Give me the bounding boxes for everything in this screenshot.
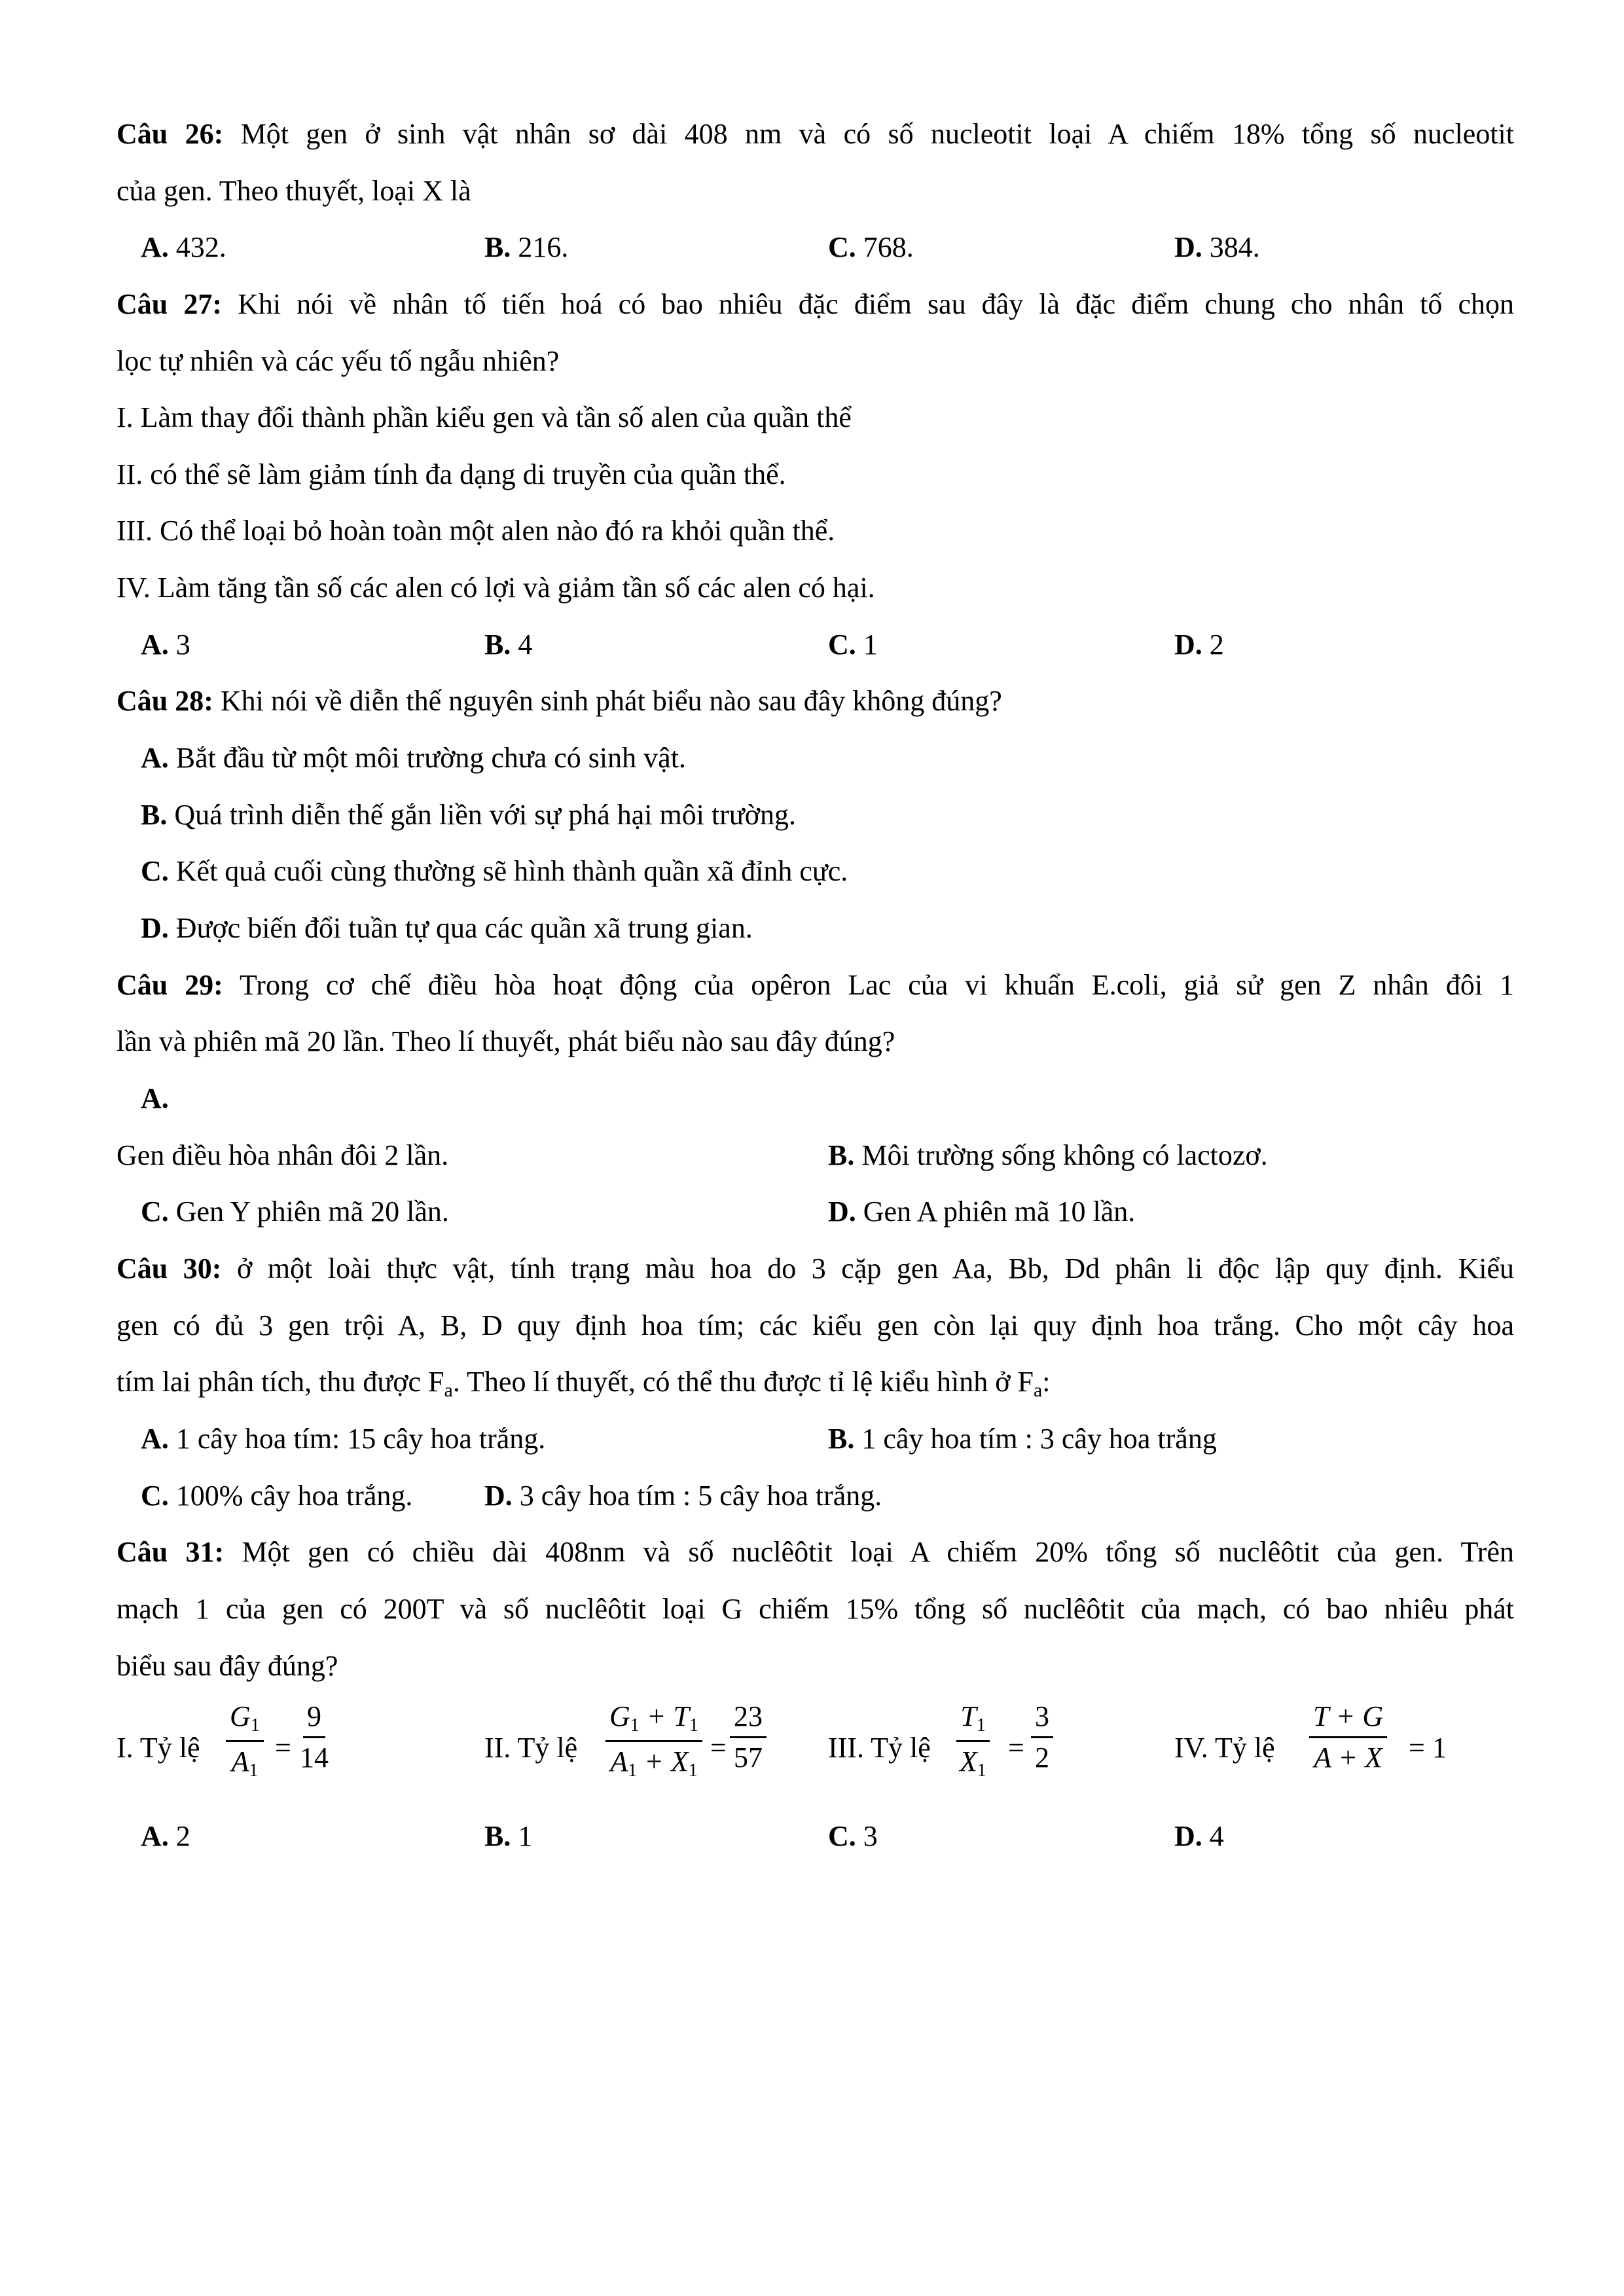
q30-option-a[interactable]: A. 1 cây hoa tím: 15 cây hoa trắng. [141, 1423, 546, 1455]
q27-statement-3: III. Có thể loại bỏ hoàn toàn một alen nào đó ra khỏi quần thể. [117, 515, 835, 547]
q30-option-b[interactable]: B. 1 cây hoa tím : 3 cây hoa trắng [828, 1423, 1217, 1455]
q31-line2: mạch 1 của gen có 200T và số nuclêôtit loại G chiếm 15% tổng số nuclêôtit của mạch, có bao nhiêu phát [117, 1593, 1514, 1625]
q31-statement-3-fraction: $\frac{T1}{X1}$ [956, 1702, 990, 1780]
q27-option-d[interactable]: D. 2 [1174, 629, 1224, 661]
q27-option-c[interactable]: C. 1 [828, 629, 878, 661]
q31-statement-2-equals: = [710, 1732, 727, 1764]
q29-option-d[interactable]: D. Gen A phiên mã 10 lần. [828, 1195, 1136, 1228]
q26-line1 [117, 115, 1514, 154]
q31-statement-2-value: $\frac{23}{57}$ [730, 1702, 767, 1772]
q31-option-a[interactable]: A. 2 [141, 1820, 190, 1852]
q29-line2: lần và phiên mã 20 lần. Theo lí thuyết, phát biểu nào sau đây đúng? [117, 1025, 895, 1057]
q28-option-d[interactable]: D. Được biến đổi tuần tự qua các quần xã trung gian. [141, 912, 753, 944]
q26-option-c[interactable]: C. 768. [828, 231, 914, 263]
q31-statement-1-value: $\frac{9}{14}$ [300, 1700, 329, 1774]
q30-line1 [117, 1249, 1514, 1288]
q27-statement-2: II. có thể sẽ làm giảm tính đa dạng di truyền của quần thể. [117, 458, 786, 490]
q31-statement-3-prefix: III. Tỷ lệ [828, 1732, 931, 1764]
q28-line1 [117, 682, 1514, 721]
q29-option-a-text[interactable]: Gen điều hòa nhân đôi 2 lần. [117, 1139, 449, 1171]
q31-statement-1-prefix: I. Tỷ lệ [117, 1732, 200, 1764]
q30-line3: tím lai phân tích, thu được $F_a$. Theo lí thuyết, có thể thu được tỉ lệ kiểu hình ở $F_a$: [117, 1366, 1051, 1401]
q28-option-c[interactable]: C. Kết quả cuối cùng thường sẽ hình thành quần xã đỉnh cực. [141, 855, 848, 887]
q26-option-a[interactable]: A. 432. [141, 231, 226, 263]
q27-statement-4: IV. Làm tăng tần số các alen có lợi và giảm tần số các alen có hại. [117, 572, 875, 604]
q29-line1 [117, 966, 1514, 1005]
q29-text: Trong cơ chế điều hòa hoạt động của opêron Lac của vi khuẩn E.coli, giả sử gen Z nhân đôi 1 [239, 969, 1514, 1001]
q26-label: Câu 26: [117, 118, 224, 150]
q30-text: ở một loài thực vật, tính trạng màu hoa do 3 cặp gen Aa, Bb, Dd phân li độc lập quy định. Kiểu [237, 1252, 1514, 1285]
q27-statement-1: I. Làm thay đổi thành phần kiểu gen và tần số alen của quần thể [117, 401, 852, 433]
q28-label: Câu 28: [117, 685, 213, 717]
q27-line1 [117, 285, 1514, 324]
q31-statement-2-fraction: $\frac{G1 + T1}{A1 + X1}$ [605, 1702, 702, 1780]
q28-option-b[interactable]: B. Quá trình diễn thế gắn liền với sự phá hại môi trường. [141, 799, 796, 831]
q30-label: Câu 30: [117, 1252, 222, 1285]
q26-option-d[interactable]: D. 384. [1174, 231, 1260, 263]
q31-statement-2-prefix: II. Tỷ lệ [484, 1732, 578, 1764]
q31-statement-4-prefix: IV. Tỷ lệ [1174, 1732, 1275, 1764]
q31-statement-3-equals: = [1008, 1732, 1024, 1764]
q29-option-a-key[interactable]: A. [141, 1082, 169, 1114]
q27-option-a[interactable]: A. 3 [141, 629, 190, 661]
q31-option-d[interactable]: D. 4 [1174, 1820, 1224, 1852]
q31-line1 [117, 1533, 1514, 1572]
q31-line3: biểu sau đây đúng? [117, 1650, 338, 1682]
q27-option-b[interactable]: B. 4 [484, 629, 533, 661]
q29-label: Câu 29: [117, 969, 223, 1001]
q29-option-b[interactable]: B. Môi trường sống không có lactozơ. [828, 1139, 1268, 1171]
q31-option-b[interactable]: B. 1 [484, 1820, 533, 1852]
q31-text: Một gen có chiều dài 408nm và số nuclêôtit loại A chiếm 20% tổng số nuclêôtit của gen. Trên [242, 1536, 1514, 1568]
q27-text: Khi nói về nhân tố tiến hoá có bao nhiêu đặc điểm sau đây là đặc điểm chung cho nhân tố chọn [238, 288, 1514, 320]
q31-statement-4-fraction: $\frac{T + G}{A + X}$ [1309, 1702, 1387, 1772]
q30-line2: gen có đủ 3 gen trội A, B, D quy định hoa tím; các kiểu gen còn lại quy định hoa trắng. Cho một cây hoa [117, 1309, 1514, 1341]
q27-line2: lọc tự nhiên và các yếu tố ngẫu nhiên? [117, 345, 560, 377]
q31-statement-3-value: $\frac{3}{2}$ [1031, 1702, 1053, 1772]
q31-option-c[interactable]: C. 3 [828, 1820, 878, 1852]
q31-label: Câu 31: [117, 1536, 225, 1568]
q26-option-b[interactable]: B. 216. [484, 231, 569, 263]
q28-option-a[interactable]: A. Bắt đầu từ một môi trường chưa có sinh vật. [141, 742, 686, 774]
q31-statement-4-equals: = [1409, 1732, 1425, 1764]
q27-label: Câu 27: [117, 288, 222, 320]
q26-line2: của gen. Theo thuyết, loại X là [117, 175, 471, 207]
q31-statement-1-equals: = [275, 1732, 291, 1764]
q30-option-c[interactable]: C. 100% cây hoa trắng. [141, 1480, 413, 1512]
q31-statement-4-value: 1 [1432, 1732, 1447, 1764]
q30-option-d[interactable]: D. 3 cây hoa tím : 5 cây hoa trắng. [484, 1480, 882, 1512]
q31-statement-1-fraction: $\frac{G1}{A1}$ [226, 1702, 264, 1780]
q29-option-c[interactable]: C. Gen Y phiên mã 20 lần. [141, 1195, 449, 1228]
q26-text: Một gen ở sinh vật nhân sơ dài 408 nm và có số nucleotit loại A chiếm 18% tổng số nucleotit [240, 118, 1515, 150]
q28-text: Khi nói về diễn thế nguyên sinh phát biểu nào sau đây không đúng? [220, 685, 1002, 717]
